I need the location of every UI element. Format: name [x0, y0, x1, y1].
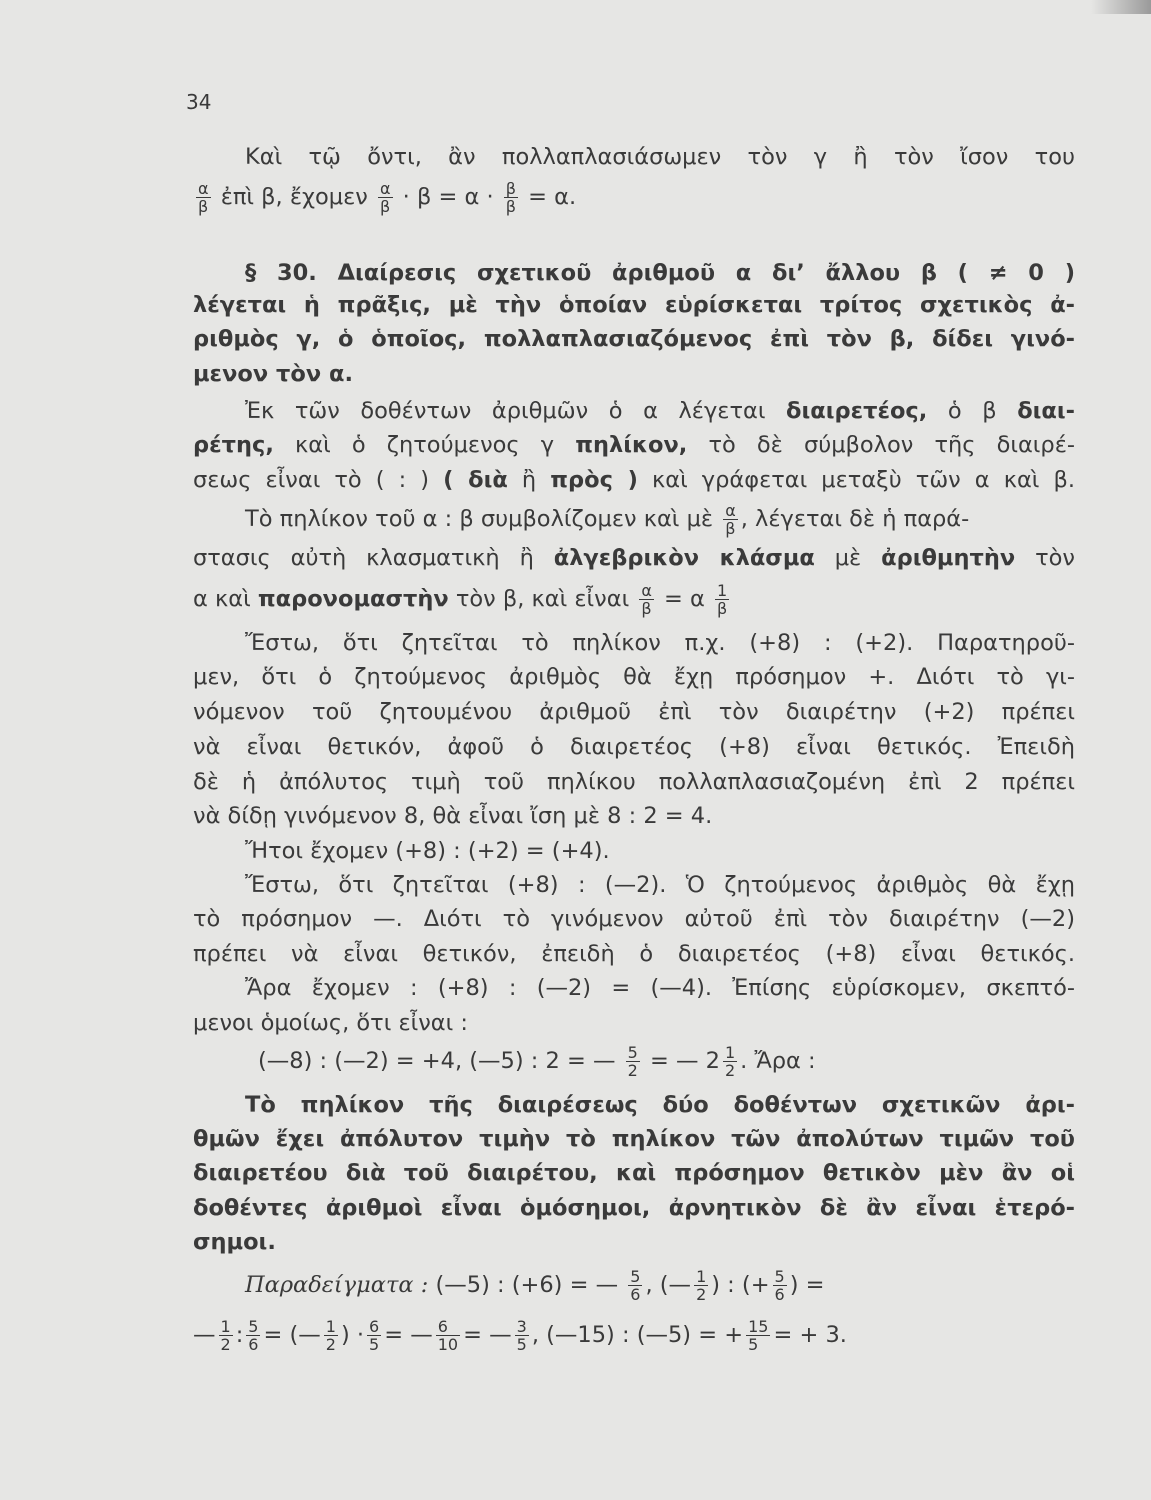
- section-heading-line: § 30. Διαίρεσις σχετικοῦ ἀριθμοῦ α δι’ ἄλλου β ( ≠ 0 ): [245, 260, 1075, 286]
- fraction: $\frac{3}{5}$: [516, 1317, 527, 1354]
- fraction: $\frac{1}{2}$: [724, 1043, 736, 1080]
- fraction: $\frac{\alpha}{\beta}$: [725, 501, 736, 538]
- fraction: $\frac{5}{6}$: [248, 1317, 259, 1354]
- fraction: $\frac{6}{10}$: [437, 1317, 459, 1354]
- text-line: Ἤτοι ἔχομεν (+8) : (+2) = (+4).: [245, 838, 610, 864]
- fraction: $\frac{5}{2}$: [627, 1043, 638, 1080]
- rule-line: διαιρετέου διὰ τοῦ διαιρέτου, καὶ πρόσημον θετικὸν μὲν ἂν οἱ: [193, 1160, 1075, 1186]
- text-line: πρέπει νὰ εἶναι θετικόν, ἐπειδὴ ὁ διαιρετέος (+8) εἶναι θετικός.: [193, 941, 1075, 967]
- text-line: Ἔστω, ὅτι ζητεῖται τὸ πηλίκον π.χ. (+8) : (+2). Παρατηροῦ-: [245, 630, 1075, 656]
- fraction: $\frac{\alpha}{\beta}$: [641, 581, 652, 618]
- text-line: ριθμὸς γ, ὁ ὁποῖος, πολλαπλασιαζόμενος ἐπὶ τὸν β, δίδει γινό-: [193, 326, 1075, 352]
- text-line: στασις αὐτὴ κλασματικὴ ἢ ἀλγεβρικὸν κλάσμα μὲ ἀριθμητὴν τὸν: [193, 545, 1075, 571]
- fraction: $\frac{5}{6}$: [630, 1267, 641, 1304]
- text-line: νὰ δίδῃ γινόμενον 8, θὰ εἶναι ἴση μὲ 8 : 2 = 4.: [193, 803, 713, 829]
- scan-edge-shadow: [1091, 0, 1151, 14]
- examples-line: — $\frac{1}{2}$ : $\frac{5}{6}$ = (— $\frac{1}{2}$ ) · $\frac{6}{5}$ = — $\frac{6}{10}$ = — $\frac{3}{5}$ , (—15) : (—5) = + $\frac{15}{5}$ = + 3.: [193, 1317, 847, 1354]
- text-line-formula: α καὶ παρονομαστὴν τὸν β, καὶ εἶναι $\frac{\alpha}{\beta}$ = α $\frac{1}{\beta}$: [193, 581, 728, 618]
- fraction: $\frac{\alpha}{\beta}$: [198, 179, 209, 216]
- text-line: μενον τὸν α.: [193, 361, 354, 387]
- fraction: $\frac{\beta}{\beta}$: [505, 179, 517, 216]
- text-line: Ἄρα ἔχομεν : (+8) : (—2) = (—4). Ἐπίσης εὑρίσκομεν, σκεπτό-: [245, 975, 1075, 1001]
- text-line: Ἐκ τῶν δοθέντων ἀριθμῶν ὁ α λέγεται διαιρετέος, ὁ β διαι-: [245, 398, 1075, 424]
- text-line: ρέτης, καὶ ὁ ζητούμενος γ πηλίκον, τὸ δὲ σύμβολον τῆς διαιρέ-: [193, 432, 1075, 458]
- text-line: νὰ εἶναι θετικόν, ἀφοῦ ὁ διαιρετέος (+8) εἶναι θετικός. Ἐπειδὴ: [193, 734, 1075, 760]
- examples-line: Παραδείγματα : (—5) : (+6) = — $\frac{5}{6}$ , (— $\frac{1}{2}$ ) : (+ $\frac{5}{6}$ ) =: [245, 1267, 825, 1304]
- fraction: $\frac{1}{2}$: [325, 1317, 336, 1354]
- fraction: $\frac{1}{2}$: [220, 1317, 231, 1354]
- text-line: σεως εἶναι τὸ ( : ) ( διὰ ἢ πρὸς ) καὶ γράφεται μεταξὺ τῶν α καὶ β.: [193, 467, 1075, 493]
- fraction: $\frac{\alpha}{\beta}$: [379, 179, 391, 216]
- fraction: $\frac{5}{6}$: [774, 1267, 785, 1304]
- text-line: μενοι ὁμοίως, ὅτι εἶναι :: [193, 1010, 468, 1036]
- text-line-formula: $\frac{\alpha}{\beta}$ ἐπὶ β, ἔχομεν $\frac{\alpha}{\beta}$ · β = α · $\frac{\beta}{\beta}$ = α.: [198, 179, 577, 216]
- text-line: τὸ πρόσημον —. Διότι τὸ γινόμενον αὐτοῦ ἐπὶ τὸν διαιρέτην (—2): [193, 906, 1075, 932]
- text-line: Καὶ τῷ ὄντι, ἂν πολλαπλασιάσωμεν τὸν γ ἢ τὸν ἴσον του: [245, 144, 1075, 170]
- rule-line: Τὸ πηλίκον τῆς διαιρέσεως δύο δοθέντων σχετικῶν ἀρι-: [245, 1092, 1075, 1118]
- fraction: $\frac{6}{5}$: [369, 1317, 380, 1354]
- text-line: μεν, ὅτι ὁ ζητούμενος ἀριθμὸς θὰ ἔχῃ πρόσημον +. Διότι τὸ γι-: [193, 664, 1075, 690]
- fraction: $\frac{15}{5}$: [748, 1317, 769, 1354]
- text-line: νόμενον τοῦ ζητουμένου ἀριθμοῦ ἐπὶ τὸν διαιρέτην (+2) πρέπει: [193, 699, 1075, 725]
- fraction: $\frac{1}{\beta}$: [717, 581, 728, 618]
- text-line: Τὸ πηλίκον τοῦ α : β συμβολίζομεν καὶ μὲ $\frac{\alpha}{\beta}$ , λέγεται δὲ ἡ παρά-: [245, 501, 970, 538]
- page-number: 34: [186, 90, 212, 114]
- examples-label: Παραδείγματα :: [245, 1272, 429, 1298]
- rule-line: θμῶν ἔχει ἀπόλυτον τιμὴν τὸ πηλίκον τῶν ἀπολύτων τιμῶν τοῦ: [193, 1126, 1075, 1152]
- text-line: λέγεται ἡ πρᾶξις, μὲ τὴν ὁποίαν εὑρίσκεται τρίτος σχετικὸς ἀ-: [193, 292, 1075, 318]
- text-line-formula: (—8) : (—2) = +4, (—5) : 2 = — $\frac{5}{2}$ = — 2 $\frac{1}{2}$ . Ἄρα :: [258, 1043, 816, 1080]
- text-line: Ἔστω, ὅτι ζητεῖται (+8) : (—2). Ὁ ζητούμενος ἀριθμὸς θὰ ἔχῃ: [245, 872, 1075, 898]
- fraction: $\frac{1}{2}$: [696, 1267, 707, 1304]
- text-line: δὲ ἡ ἀπόλυτος τιμὴ τοῦ πηλίκου πολλαπλασιαζομένη ἐπὶ 2 πρέπει: [193, 769, 1075, 795]
- rule-line: δοθέντες ἀριθμοὶ εἶναι ὁμόσημοι, ἀρνητικὸν δὲ ἂν εἶναι ἑτερό-: [193, 1195, 1075, 1221]
- rule-line: σημοι.: [193, 1229, 276, 1255]
